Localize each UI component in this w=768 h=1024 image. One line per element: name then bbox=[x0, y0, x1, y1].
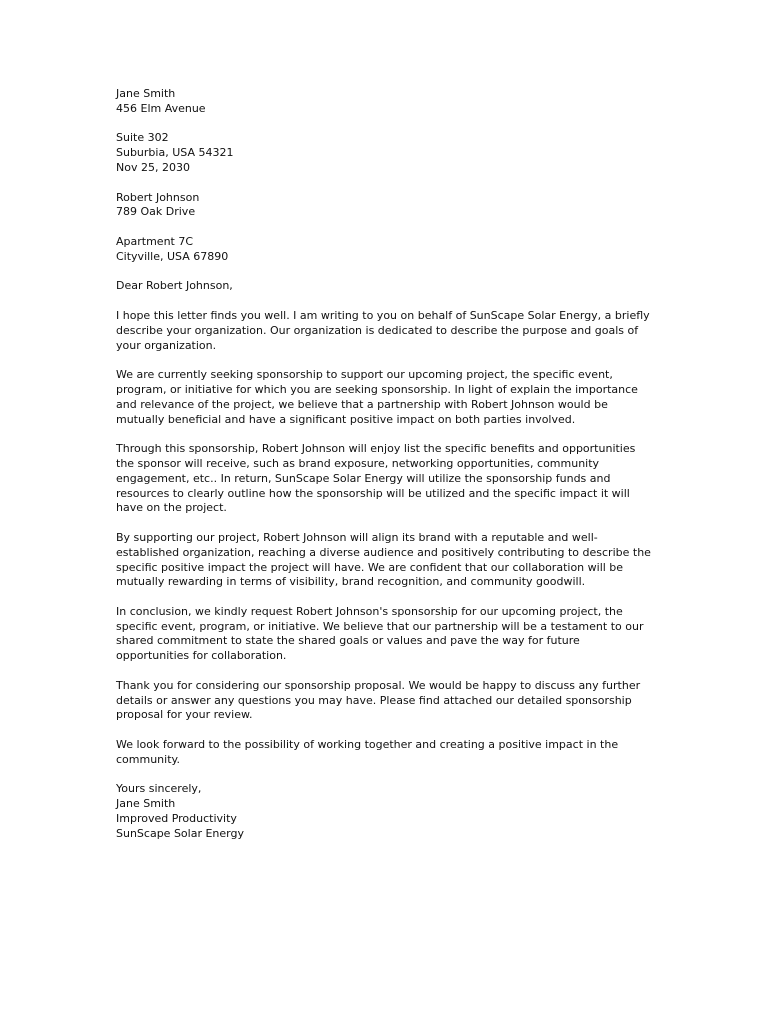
recipient-address bbox=[116, 191, 656, 265]
body-paragraph-4: By supporting our project, Robert Johnson will align its brand with a reputable and well-established organization, reaching a diverse audience and positively contributing to describe the specific positive impact the project will have. We are confident that our collaboration will be mutually rewarding in terms of visibility, brand recognition, and community goodwill. bbox=[116, 530, 651, 589]
signer-organization: SunScape Solar Energy bbox=[116, 826, 244, 840]
recipient-address-line1: 789 Oak Drive bbox=[116, 205, 196, 219]
body-paragraph-3: Through this sponsorship, Robert Johnson will enjoy list the specific benefits and opportunities the sponsor will receive, such as brand exposure, networking opportunities, community engagement, etc.. In return, SunScape Solar Energy will utilize the sponsorship funds and resources to clearly outline how the sponsorship will be utilized and the specific impact it will have on the project. bbox=[116, 442, 636, 515]
salutation: Dear Robert Johnson, bbox=[116, 279, 233, 293]
body-paragraph-2: We are currently seeking sponsorship to support our upcoming project, the specific event, program, or initiative for which you are seeking sponsorship. In light of explain the importance and relevance of the project, we believe that a partnership with Robert Johnson would be mutually beneficial and have a significant positive impact on both parties involved. bbox=[116, 368, 638, 426]
recipient-address-line2: Apartment 7C bbox=[116, 234, 194, 248]
body-paragraph-5: In conclusion, we kindly request Robert Johnson's sponsorship for our upcoming project, the specific event, program, or initiative. We believe that our partnership will be a testament to our shared commitment to state the shared goals or values and pave the way for future opportunities for collaboration. bbox=[116, 604, 644, 663]
closing-block bbox=[116, 782, 656, 841]
recipient-name: Robert Johnson bbox=[116, 190, 200, 204]
body-paragraph-7: We look forward to the possibility of working together and creating a positive impact in the community. bbox=[116, 738, 619, 766]
body-paragraph-1: I hope this letter finds you well. I am writing to you on behalf of SunScape Solar Energy, a briefly describe your organization. Our organization is dedicated to describe the purpose and goals of your organization. bbox=[116, 308, 650, 352]
sender-address bbox=[116, 87, 656, 176]
signer-title: Improved Productivity bbox=[116, 812, 237, 826]
letter-date: Nov 25, 2030 bbox=[116, 160, 190, 174]
sender-address-line1: 456 Elm Avenue bbox=[116, 101, 206, 115]
letter-body bbox=[116, 87, 656, 842]
signer-name: Jane Smith bbox=[116, 797, 176, 811]
sender-address-line2: Suite 302 bbox=[116, 131, 169, 145]
valediction: Yours sincerely, bbox=[116, 782, 202, 796]
body-paragraph-6: Thank you for considering our sponsorship proposal. We would be happy to discuss any further details or answer any questions you may have. Please find attached our detailed sponsorship proposal for your review. bbox=[116, 678, 641, 722]
sender-name: Jane Smith bbox=[116, 87, 176, 100]
recipient-city-state-zip: Cityville, USA 67890 bbox=[116, 249, 229, 263]
sender-city-state-zip: Suburbia, USA 54321 bbox=[116, 146, 234, 160]
